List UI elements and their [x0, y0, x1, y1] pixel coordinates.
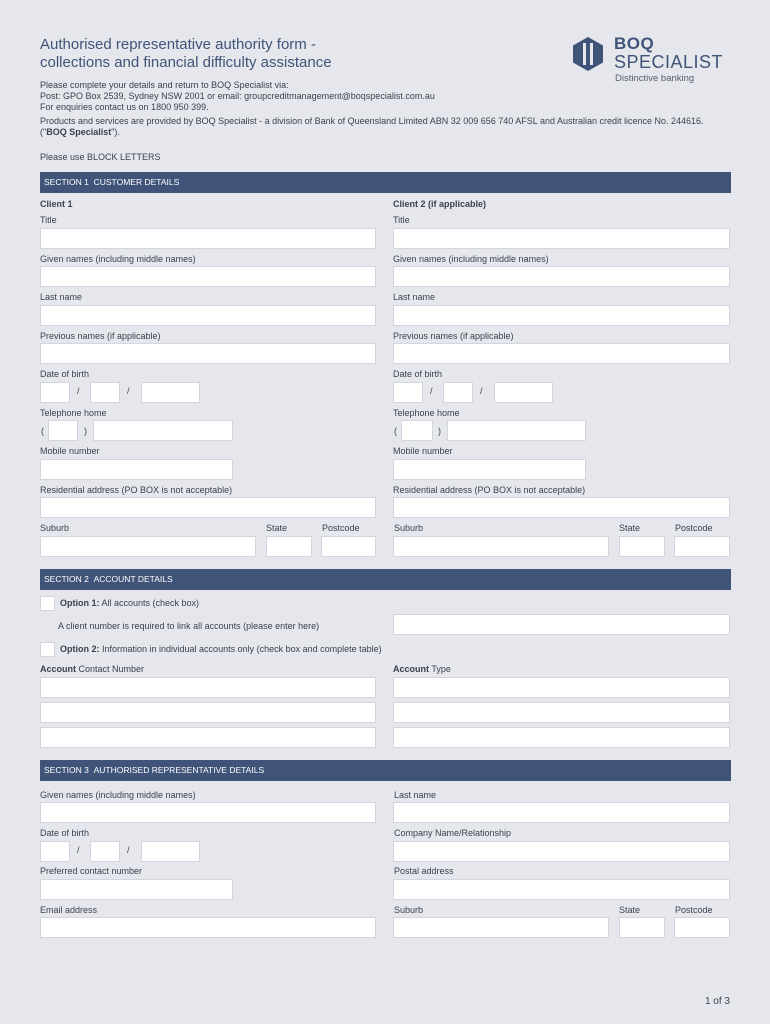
account-type-header: [393, 664, 451, 674]
label-telephone-home: Telephone home: [40, 408, 107, 418]
dob-separator: /: [77, 845, 80, 855]
section-title: AUTHORISED REPRESENTATIVE DETAILS: [93, 765, 265, 775]
section-title: ACCOUNT DETAILS: [93, 574, 173, 584]
section-2-header: [40, 569, 731, 590]
label-rep-last-name: Last name: [394, 790, 437, 800]
disclaimer-bold: BOQ Specialist: [46, 127, 112, 137]
rep-postcode-input[interactable]: [674, 917, 730, 938]
label-suburb: Suburb: [40, 523, 70, 533]
client1-last-name-input[interactable]: [40, 305, 376, 326]
label-last-name: Last name: [393, 292, 436, 302]
rep-dob-year-input[interactable]: [141, 841, 200, 862]
client-2-heading: Client 2 (if applicable): [393, 199, 487, 209]
boq-hexagon-icon: [570, 36, 606, 72]
intro-line: Please complete your details and return to BOQ Specialist via:: [40, 80, 289, 90]
label-residential-address: Residential address (PO BOX is not acceptable): [40, 485, 233, 495]
label-postcode: Postcode: [322, 523, 360, 533]
label-telephone-home: Telephone home: [393, 408, 460, 418]
client2-last-name-input[interactable]: [393, 305, 730, 326]
label-last-name: Last name: [40, 292, 83, 302]
label-rep-dob: Date of birth: [40, 828, 90, 838]
section-number: SECTION 1: [44, 177, 89, 187]
label-residential-address: Residential address (PO BOX is not acceptable): [393, 485, 586, 495]
client1-dob-day-input[interactable]: [40, 382, 70, 403]
rep-state-input[interactable]: [619, 917, 665, 938]
option-2-text: Information in individual accounts only (check box and complete table): [99, 644, 382, 654]
contact-number-text: Contact Number: [76, 664, 145, 674]
label-postcode: Postcode: [675, 905, 713, 915]
label-rep-given-names: Given names (including middle names): [40, 790, 196, 800]
client1-suburb-input[interactable]: [40, 536, 256, 557]
account-type-text: Type: [429, 664, 451, 674]
label-suburb: Suburb: [394, 523, 424, 533]
label-given-names: Given names (including middle names): [393, 254, 549, 264]
client1-given-names-input[interactable]: [40, 266, 376, 287]
section-1-header: [40, 172, 731, 193]
client2-mobile-input[interactable]: [393, 459, 586, 480]
logo-word-specialist: SPECIALIST: [614, 52, 724, 72]
company-relationship-input[interactable]: [393, 841, 730, 862]
client-1-heading: Client 1: [40, 199, 73, 209]
label-postcode: Postcode: [675, 523, 713, 533]
note-text: Please use: [40, 152, 88, 162]
client2-area-code-input[interactable]: [401, 420, 433, 441]
dob-separator: /: [430, 386, 433, 396]
intro-line: Post: GPO Box 2539, Sydney NSW 2001 or email: groupcreditmanagement@boqspecialist.com.au: [40, 91, 435, 101]
label-suburb: Suburb: [394, 905, 424, 915]
dob-separator: /: [127, 386, 130, 396]
note-block-letters: BLOCK LETTERS: [87, 152, 161, 162]
client1-area-code-input[interactable]: [48, 420, 78, 441]
label-postal-address: Postal address: [394, 866, 454, 876]
rep-suburb-input[interactable]: [393, 917, 609, 938]
option-1-bold: Option 1:: [60, 598, 100, 608]
dob-separator: /: [77, 386, 80, 396]
option-2-label: [60, 644, 382, 654]
email-input[interactable]: [40, 917, 376, 938]
client2-dob-year-input[interactable]: [494, 382, 553, 403]
paren-open: (: [41, 426, 44, 436]
label-previous-names: Previous names (if applicable): [393, 331, 514, 341]
dob-separator: /: [127, 845, 130, 855]
section-title: CUSTOMER DETAILS: [93, 177, 180, 187]
client1-postcode-input[interactable]: [321, 536, 376, 557]
account-contact-number-header: [40, 664, 144, 674]
client1-mobile-input[interactable]: [40, 459, 233, 480]
account-type-input-1[interactable]: [393, 677, 730, 698]
title-line-2: collections and financial difficulty assistance: [40, 54, 332, 71]
client2-dob-day-input[interactable]: [393, 382, 423, 403]
dob-separator: /: [480, 386, 483, 396]
client1-title-input[interactable]: [40, 228, 376, 249]
label-title: Title: [393, 215, 410, 225]
label-mobile: Mobile number: [40, 446, 100, 456]
client2-address-input[interactable]: [393, 497, 730, 518]
section-number: SECTION 3: [44, 765, 89, 775]
postal-address-input[interactable]: [393, 879, 730, 900]
option-1-text: All accounts (check box): [99, 598, 200, 608]
label-title: Title: [40, 215, 57, 225]
page-number: 1 of 3: [704, 996, 730, 1007]
rep-dob-month-input[interactable]: [90, 841, 120, 862]
label-email: Email address: [40, 905, 98, 915]
label-given-names: Given names (including middle names): [40, 254, 196, 264]
label-dob: Date of birth: [40, 369, 90, 379]
label-state: State: [619, 523, 641, 533]
paren-close: ): [84, 426, 87, 436]
account-bold: Account: [40, 664, 76, 674]
intro-line: For enquiries contact us on 1800 950 399.: [40, 102, 209, 112]
client1-telephone-input[interactable]: [93, 420, 233, 441]
rep-dob-day-input[interactable]: [40, 841, 70, 862]
client2-state-input[interactable]: [619, 536, 665, 557]
option-2-checkbox[interactable]: [40, 642, 55, 657]
label-company: Company Name/Relationship: [394, 828, 512, 838]
option-1-label: [60, 598, 199, 608]
client2-postcode-input[interactable]: [674, 536, 730, 557]
form-title: [40, 36, 332, 72]
rep-given-names-input[interactable]: [40, 802, 376, 823]
paren-close: ): [438, 426, 441, 436]
option-2-bold: Option 2:: [60, 644, 100, 654]
label-dob: Date of birth: [393, 369, 443, 379]
client1-state-input[interactable]: [266, 536, 312, 557]
client2-given-names-input[interactable]: [393, 266, 730, 287]
client2-telephone-input[interactable]: [447, 420, 586, 441]
paren-open: (: [394, 426, 397, 436]
client1-previous-names-input[interactable]: [40, 343, 376, 364]
account-type-input-3[interactable]: [393, 727, 730, 748]
account-number-input-2[interactable]: [40, 702, 376, 723]
client1-dob-year-input[interactable]: [141, 382, 200, 403]
client2-suburb-input[interactable]: [393, 536, 609, 557]
products-disclaimer: [40, 116, 730, 138]
account-number-input-1[interactable]: [40, 677, 376, 698]
label-preferred-contact: Preferred contact number: [40, 866, 143, 876]
client1-dob-month-input[interactable]: [90, 382, 120, 403]
rep-last-name-input[interactable]: [393, 802, 730, 823]
label-mobile: Mobile number: [393, 446, 453, 456]
preferred-contact-input[interactable]: [40, 879, 233, 900]
disclaimer-text: Products and services are provided by BOQ Specialist - a division of Bank of Queensland Limited ABN 32 009 656 740 AFSL and Australian credit licence No. 244616. (": [40, 116, 704, 137]
client-number-label: A client number is required to link all accounts (please enter here): [58, 621, 320, 631]
client2-dob-month-input[interactable]: [443, 382, 473, 403]
label-previous-names: Previous names (if applicable): [40, 331, 161, 341]
section-3-header: [40, 760, 731, 781]
logo-word-boq: BOQ: [614, 34, 655, 53]
label-state: State: [619, 905, 641, 915]
disclaimer-text: ").: [111, 127, 120, 137]
section-number: SECTION 2: [44, 574, 89, 584]
logo-tagline: Distinctive banking: [615, 73, 695, 84]
client-number-input[interactable]: [393, 614, 730, 635]
block-letters-note: [40, 152, 161, 162]
account-bold: Account: [393, 664, 429, 674]
client2-title-input[interactable]: [393, 228, 730, 249]
account-type-input-2[interactable]: [393, 702, 730, 723]
title-line-1: Authorised representative authority form -: [40, 36, 316, 53]
account-number-input-3[interactable]: [40, 727, 376, 748]
boq-logo: [570, 34, 740, 86]
client2-previous-names-input[interactable]: [393, 343, 730, 364]
intro-text: [40, 80, 435, 113]
label-state: State: [266, 523, 288, 533]
client1-address-input[interactable]: [40, 497, 376, 518]
option-1-checkbox[interactable]: [40, 596, 55, 611]
